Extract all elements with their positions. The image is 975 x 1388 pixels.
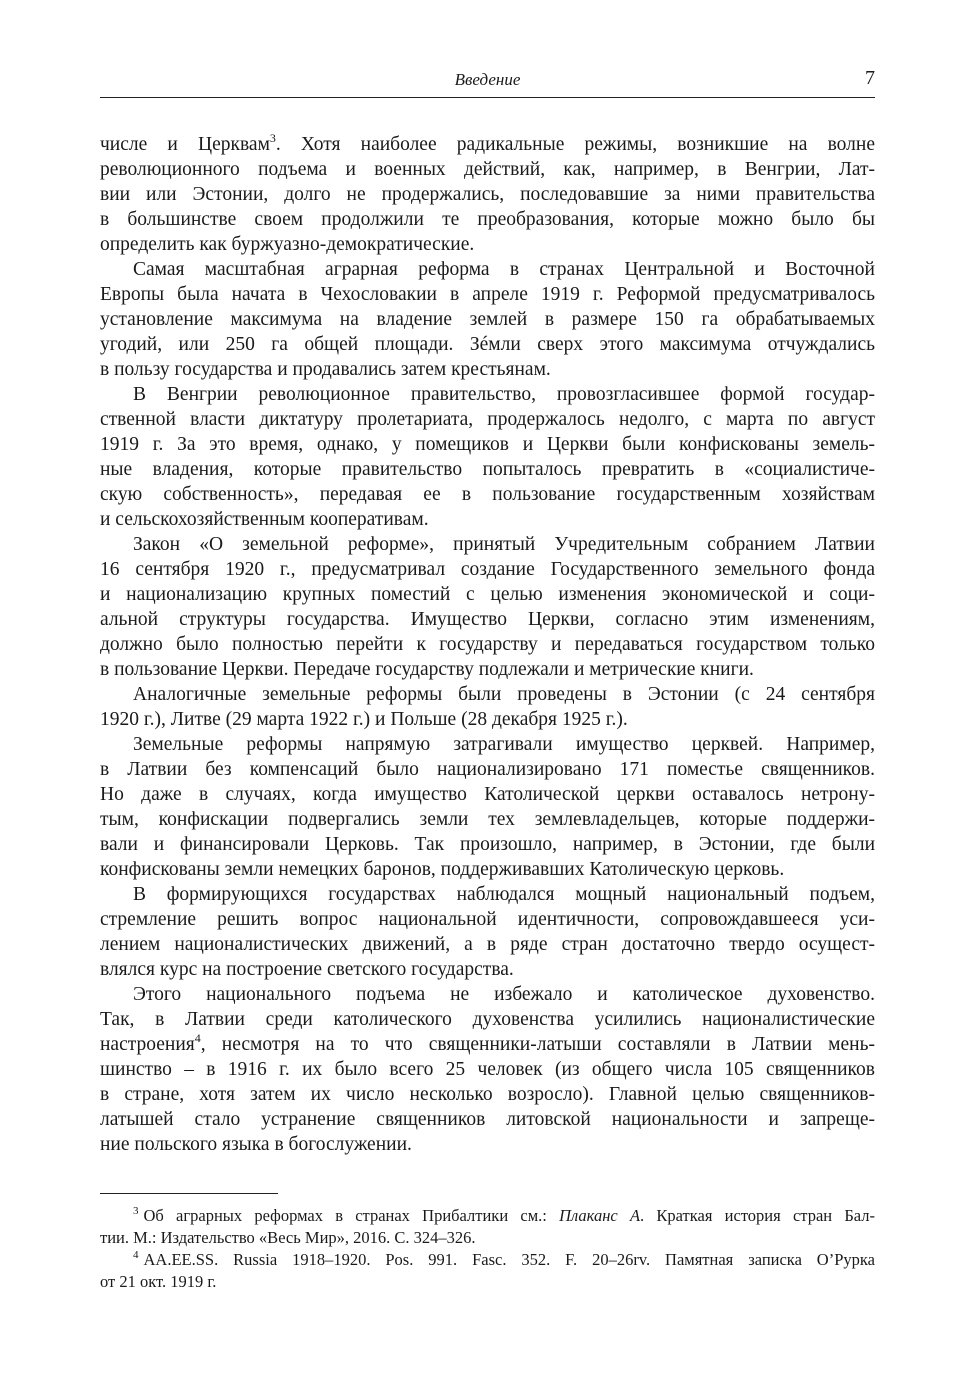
- text-line: и сельскохозяйственным кооперативам.: [100, 509, 429, 530]
- text-line: 1920 г.), Литве (29 марта 1922 г.) и Польше (28 декабря 1925 г.).: [100, 709, 628, 730]
- footnotes: [100, 1205, 875, 1293]
- text-line: Аналогичные земельные реформы были проведены в Эстонии (с 24 сентября: [133, 684, 875, 705]
- text-line: [100, 132, 875, 157]
- footnote: [100, 1249, 875, 1293]
- text-line: тии. М.: Издательство «Весь Мир», 2016. С. 324–326.: [100, 1228, 476, 1247]
- text-line: вали и финансировали Церковь. Так произошло, например, в Эстонии, где были: [100, 834, 875, 855]
- text-line: альной структуры государства. Имущество Церкви, согласно этим изменениям,: [100, 609, 875, 630]
- text-line: Самая масштабная аграрная реформа в странах Центральной и Восточной: [133, 259, 875, 280]
- text-line: [100, 1205, 875, 1227]
- text-segment: . Краткая история стран Бал-: [640, 1206, 875, 1225]
- text-line: шинство – в 1916 г. их было всего 25 человек (из общего числа 105 священников: [100, 1059, 875, 1080]
- paragraph: [100, 382, 875, 532]
- text-line: Земельные реформы напрямую затрагивали имущество церквей. Например,: [133, 734, 875, 755]
- paragraph: [100, 257, 875, 382]
- text-line: должно было полностью перейти к государству и передаваться государством только: [100, 634, 875, 655]
- author-name: Плаканс А: [559, 1206, 641, 1225]
- text-line: В Венгрии революционное правительство, провозгласившее формой государ-: [133, 384, 875, 405]
- text-line: и национализацию крупных поместий с целью изменения экономической и соци-: [100, 584, 875, 605]
- text-line: 16 сентября 1920 г., предусматривал создание Государственного земельного фонда: [100, 559, 875, 580]
- text-line: ственной власти диктатуру пролетариата, продержалось недолго, с марта по август: [100, 409, 875, 430]
- text-line: конфискованы земли немецких баронов, поддерживавших Католическую церковь.: [100, 859, 785, 880]
- text-segment: числе и Церквам: [100, 134, 270, 155]
- text-line: Но даже в случаях, когда имущество Католической церкви оставалось нетрону-: [100, 784, 875, 805]
- text-line: скую собственность», передавая ее в пользование государственным хозяйствам: [100, 484, 875, 505]
- running-title: Введение: [454, 70, 521, 89]
- text-line: Этого национального подъема не избежало и католическое духовенство.: [133, 984, 875, 1005]
- text-line: в стране, хотя затем их число несколько возросло). Главной целью священников-: [100, 1084, 875, 1105]
- footnote-ref: 3: [269, 130, 276, 145]
- footnote-separator: [100, 1193, 278, 1194]
- text-line: влялся курс на построение светского государства.: [100, 959, 514, 980]
- paragraph: [100, 882, 875, 982]
- text-line: установление максимума на владение землей в размере 150 га обрабатываемых: [100, 309, 875, 330]
- text-line: в Латвии без компенсаций было национализировано 171 поместье священников.: [100, 759, 875, 780]
- text-segment: AA.EE.SS. Russia 1918–1920. Pos. 991. Fasc. 352. F. 20–26rv. Памятная записка О’Рурка: [143, 1250, 875, 1269]
- footnote-ref: 4: [133, 1248, 139, 1261]
- text-line: латышей стало устранение священников литовской национальности и запреще-: [100, 1109, 875, 1130]
- text-line: угодий, или 250 га общей площади. Зéмли сверх этого максимума отчуждались: [100, 334, 875, 355]
- paragraph: [100, 732, 875, 882]
- text-line: ные владения, которые правительство попыталось превратить в «социалистиче-: [100, 459, 875, 480]
- text-segment: Об аграрных реформах в странах Прибалтики см.:: [143, 1206, 560, 1225]
- text-line: Европы была начата в Чехословакии в апреле 1919 г. Реформой предусматривалось: [100, 284, 875, 305]
- footnote-ref: 3: [133, 1204, 139, 1217]
- text-line: лением националистических движений, а в ряде стран достаточно твердо осущест-: [100, 934, 875, 955]
- paragraph: [100, 532, 875, 682]
- paragraph: [100, 132, 875, 257]
- page-header: [100, 66, 875, 98]
- text-segment: , несмотря на то что священники-латыши составляли в Латвии мень-: [200, 1034, 875, 1055]
- text-line: вии или Эстонии, долго не продержались, последовавшие за ними правительства: [100, 184, 875, 205]
- text-line: революционного подъема и военных действий, как, например, в Венгрии, Лат-: [100, 159, 875, 180]
- text-line: [100, 1249, 875, 1271]
- text-line: в пользование Церкви. Передаче государству подлежали и метрические книги.: [100, 659, 754, 680]
- text-line: в пользу государства и продавались затем крестьянам.: [100, 359, 551, 380]
- text-line: ние польского языка в богослужении.: [100, 1134, 412, 1155]
- text-line: [100, 1032, 875, 1057]
- page-number: 7: [865, 67, 875, 89]
- main-text: [100, 132, 875, 1157]
- text-line: В формирующихся государствах наблюдался мощный национальный подъем,: [133, 884, 875, 905]
- footnote-ref: 4: [194, 1030, 201, 1045]
- paragraph: [100, 682, 875, 732]
- text-line: Закон «О земельной реформе», принятый Учредительным собранием Латвии: [133, 534, 875, 555]
- text-line: от 21 окт. 1919 г.: [100, 1272, 217, 1291]
- footnote: [100, 1205, 875, 1249]
- text-line: в большинстве своем продолжили те преобразования, которые можно было бы: [100, 209, 875, 230]
- paragraph: [100, 982, 875, 1157]
- text-line: 1919 г. За это время, однако, у помещиков и Церкви были конфискованы земель-: [100, 434, 875, 455]
- text-line: Так, в Латвии среди католического духовенства усилились националистические: [100, 1009, 875, 1030]
- text-segment: . Хотя наиболее радикальные режимы, возникшие на волне: [275, 134, 875, 155]
- text-segment: настроения: [100, 1034, 195, 1055]
- text-line: стремление решить вопрос национальной идентичности, сопровождавшееся уси-: [100, 909, 875, 930]
- text-line: тым, конфискации подвергались земли тех землевладельцев, которые поддержи-: [100, 809, 875, 830]
- text-line: определить как буржуазно-демократические.: [100, 234, 475, 255]
